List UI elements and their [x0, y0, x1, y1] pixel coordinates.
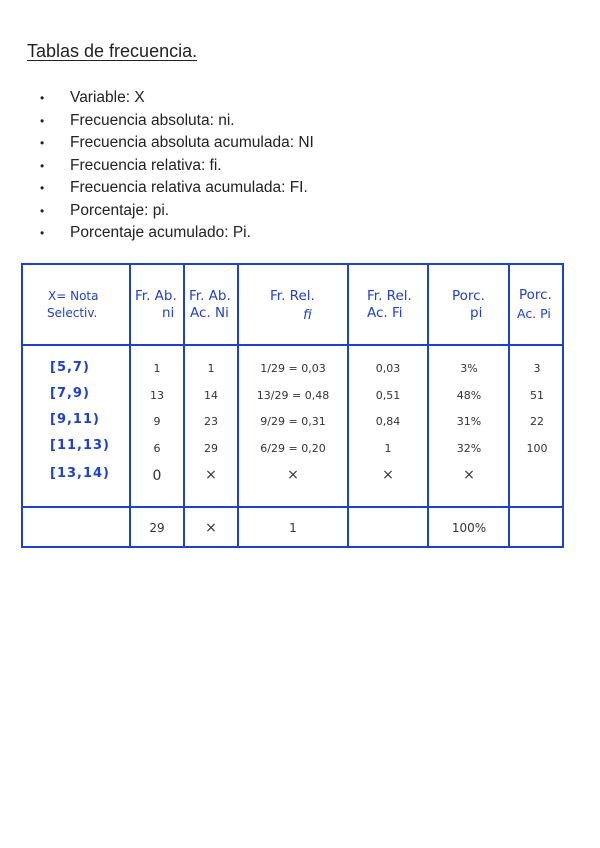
class-interval: [7,9) — [50, 386, 90, 401]
cell-ni: 9 — [153, 415, 161, 428]
list-item: • Frecuencia relativa: fi. — [40, 156, 222, 174]
cell-ni: 13 — [150, 389, 164, 402]
cross-icon: × — [205, 467, 217, 483]
class-interval: [5,7) — [50, 360, 90, 375]
cell-fi: 9/29 = 0,31 — [260, 415, 326, 428]
bullet-icon: • — [40, 158, 45, 173]
cell-Pi: 51 — [530, 389, 544, 402]
cell-fi: 6/29 = 0,20 — [260, 442, 326, 455]
bullet-icon: • — [40, 91, 45, 105]
list-item: • Porcentaje acumulado: Pi. — [40, 224, 251, 241]
bullet-icon: • — [40, 136, 45, 150]
cell-Ni: 1 — [207, 362, 215, 375]
cross-icon: × — [287, 467, 299, 483]
header-Fi-line2: Ac. Fi — [367, 305, 403, 321]
total-fi: 1 — [289, 521, 297, 535]
cell-ni: 6 — [153, 442, 161, 455]
cell-pi: 48% — [456, 389, 482, 402]
cell-Pi: 3 — [533, 362, 541, 375]
cross-icon: × — [382, 467, 394, 483]
cell-Fi: 0,03 — [375, 362, 401, 375]
header-ni-line1: Fr. Ab. — [135, 288, 177, 304]
header-x-line1: X= Nota — [48, 289, 99, 303]
list-item: • Variable: X — [40, 89, 145, 106]
header-x-line2: Selectiv. — [47, 306, 98, 320]
list-item: • Frecuencia absoluta acumulada: NI — [40, 134, 314, 151]
header-ni-line2: ni — [162, 305, 175, 321]
header-Pi-line2: Ac. Pi — [517, 306, 551, 321]
header-Fi-line1: Fr. Rel. — [367, 288, 412, 304]
cell-Ni: 23 — [204, 415, 218, 428]
cell-fi: 1/29 = 0,03 — [260, 362, 326, 375]
page-title: Tablas de frecuencia. — [27, 41, 198, 61]
total-ni: 29 — [149, 521, 165, 535]
cell-Pi: 22 — [530, 415, 544, 428]
cross-icon: × — [463, 467, 475, 483]
cell-Pi: 100 — [526, 442, 548, 455]
class-interval: [11,13) — [50, 438, 111, 453]
bullet-icon: • — [40, 113, 45, 128]
class-interval: [9,11) — [50, 412, 100, 427]
header-Ni-line2: Ac. Ni — [190, 305, 229, 321]
bullet-icon: • — [40, 226, 45, 240]
header-fi-line2: fi — [303, 307, 312, 323]
cell-pi: 31% — [456, 415, 482, 428]
bullet-icon: • — [40, 181, 45, 195]
cell-pi: 3% — [460, 362, 478, 375]
total-pi: 100% — [451, 521, 487, 535]
cell-Ni: 14 — [204, 389, 218, 402]
table-divider — [21, 506, 564, 508]
table-divider — [21, 344, 564, 346]
header-pi-line1: Porc. — [452, 288, 485, 304]
cell-Ni: 29 — [204, 442, 218, 455]
cell-pi: 32% — [456, 442, 482, 455]
header-Pi-line1: Porc. — [519, 287, 552, 303]
header-Ni-line1: Fr. Ab. — [189, 288, 231, 304]
list-item: • Porcentaje: pi. — [40, 201, 170, 219]
list-item: • Frecuencia relativa acumulada: FI. — [40, 179, 308, 196]
list-item: • Frecuencia absoluta: ni. — [40, 111, 235, 129]
header-pi-line2: pi — [470, 305, 483, 321]
class-interval: [13,14) — [50, 466, 111, 481]
cell-fi: 13/29 = 0,48 — [256, 389, 330, 402]
definitions-list — [40, 88, 314, 246]
cell-Fi: 0,84 — [375, 415, 401, 428]
cell-Fi: 1 — [384, 442, 392, 455]
cross-icon: × — [205, 520, 217, 536]
cell-ni: 0 — [152, 468, 162, 484]
bullet-icon: • — [40, 203, 45, 218]
header-fi-line1: Fr. Rel. — [270, 288, 315, 304]
cell-Fi: 0,51 — [375, 389, 401, 402]
cell-ni: 1 — [153, 362, 161, 375]
